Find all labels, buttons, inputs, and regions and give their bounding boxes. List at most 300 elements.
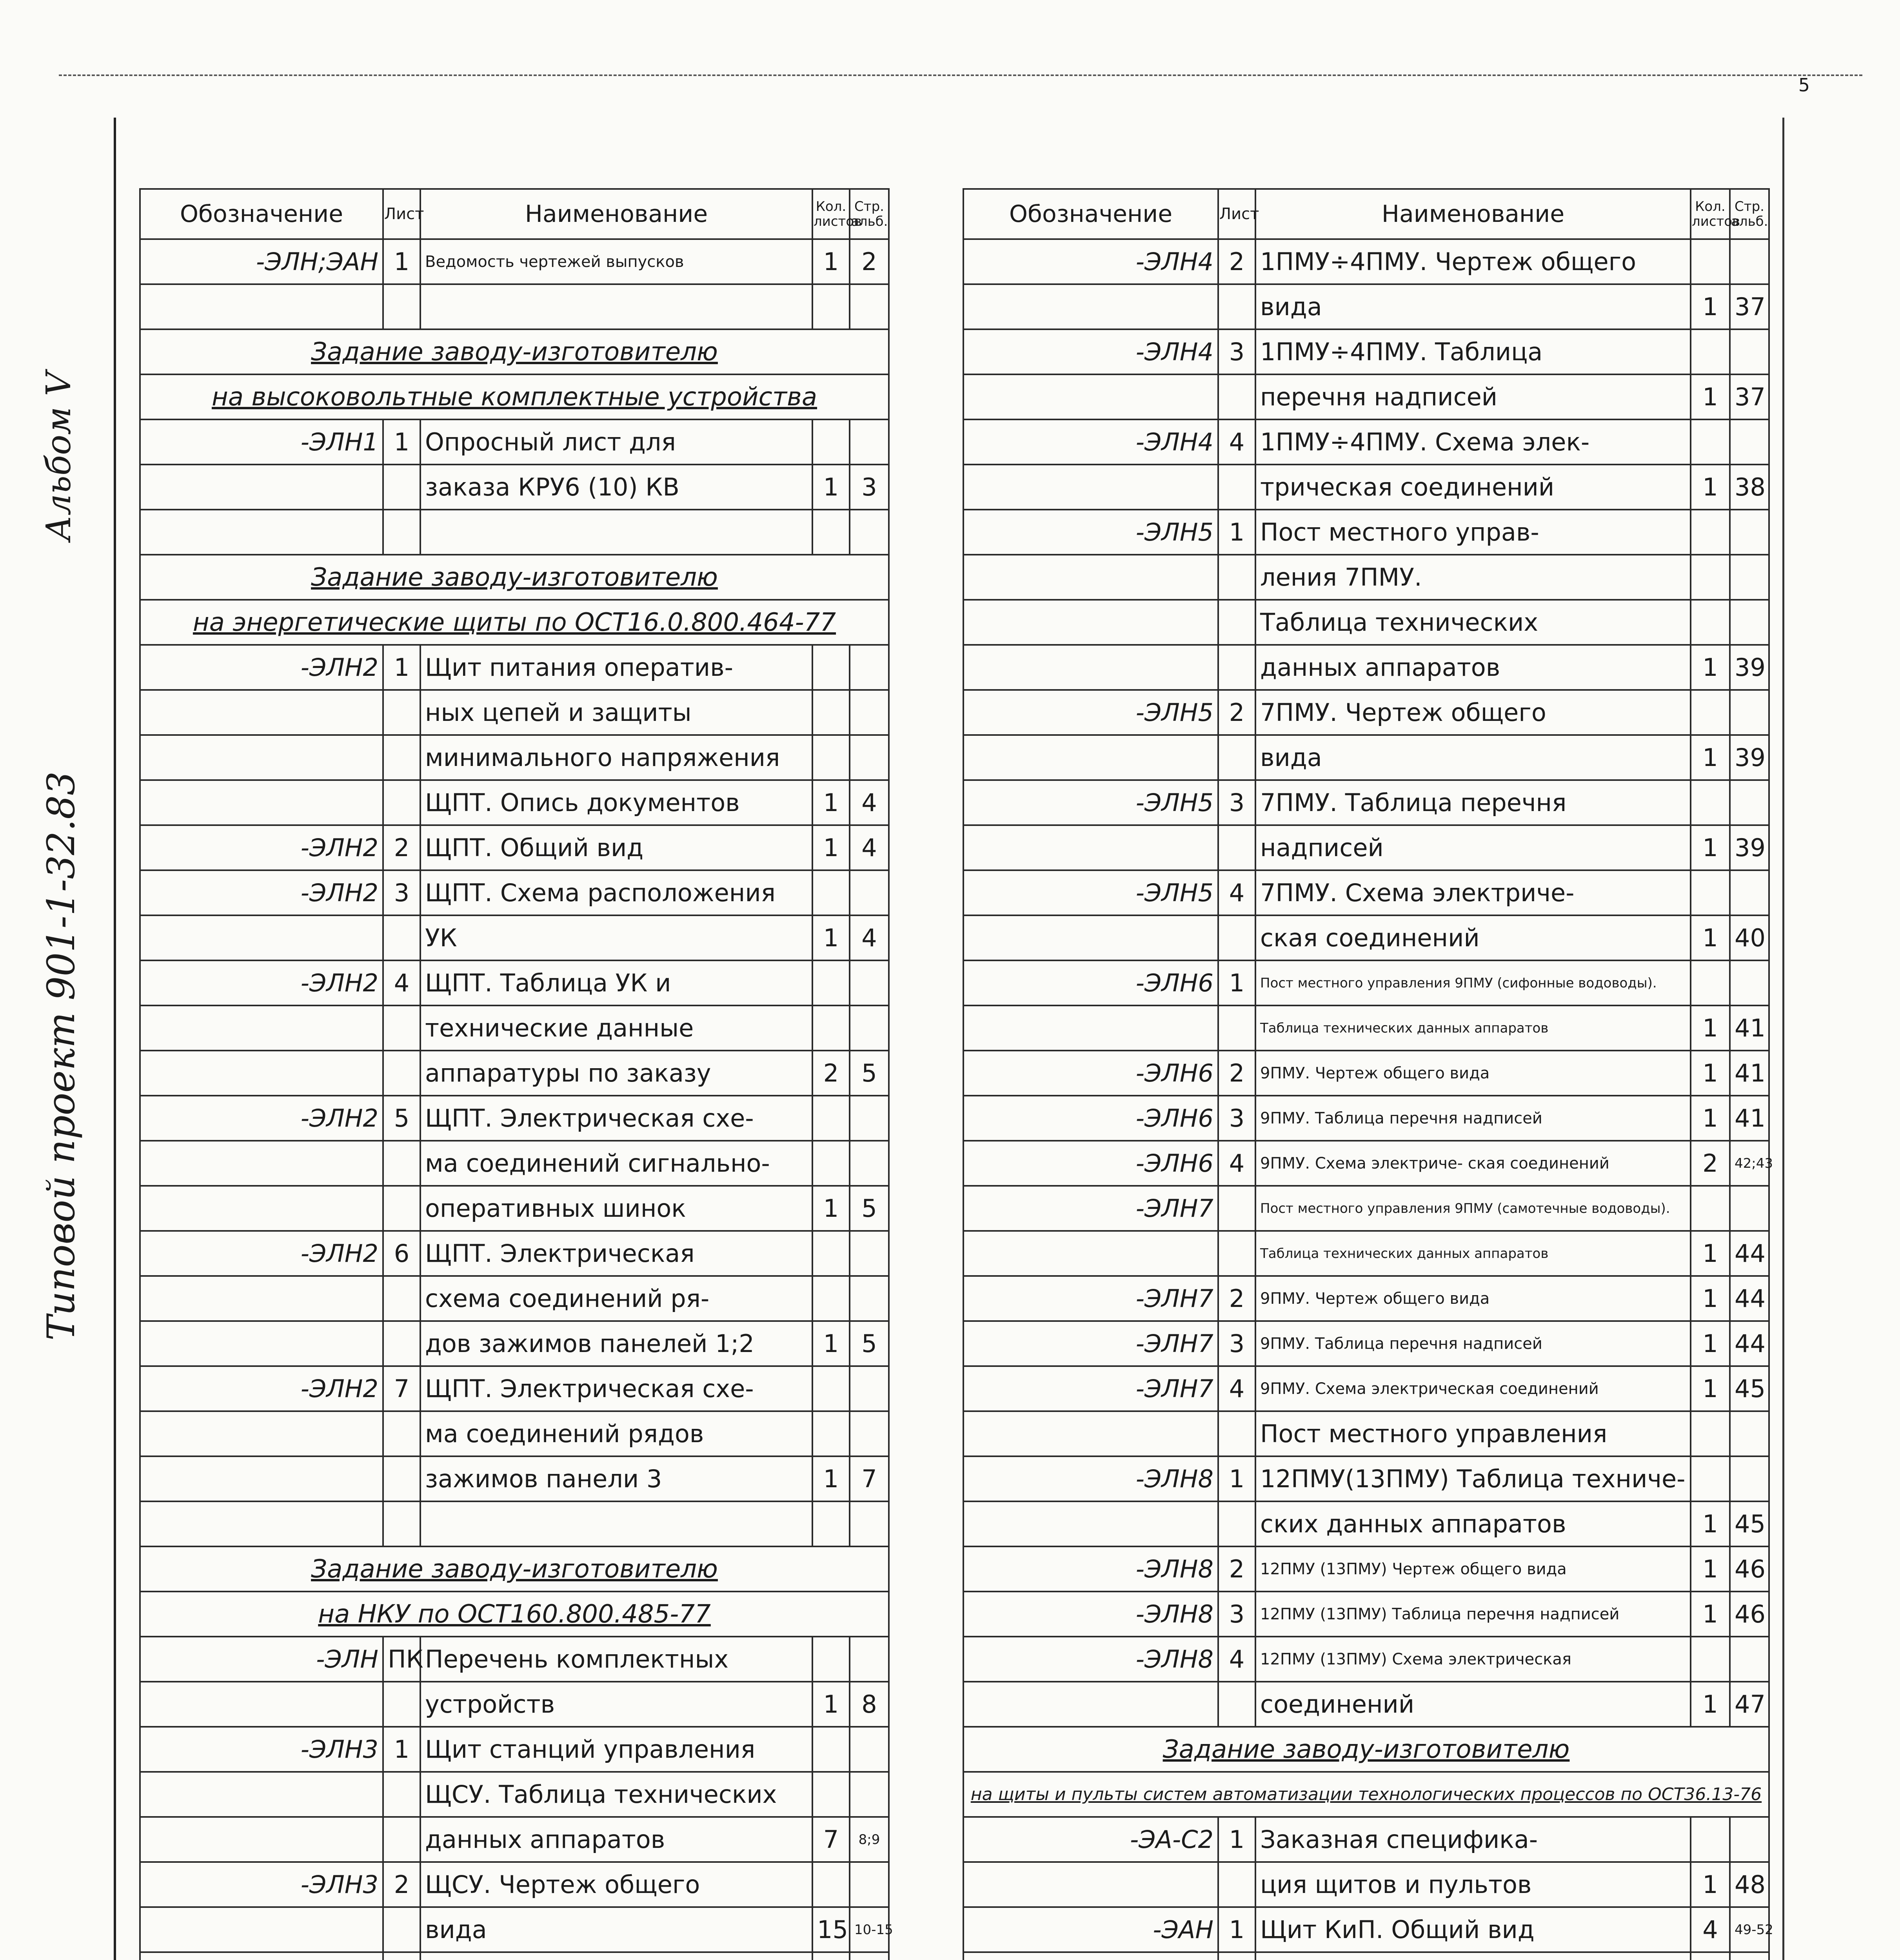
count-cell: 1 [812, 239, 850, 284]
left-table-body [140, 239, 893, 1960]
table-row [140, 1366, 889, 1411]
count-cell: 1 [1691, 1366, 1730, 1411]
table-row [963, 915, 1769, 960]
sheet-cell: 3 [1218, 1592, 1255, 1637]
page-cell [850, 1096, 889, 1141]
name-cell: ЩПТ. Электрическая [420, 1231, 812, 1276]
page-cell: 8 [850, 1682, 889, 1727]
sheet-cell: 1 [1218, 510, 1255, 555]
designation-cell: -ЭЛН1 [140, 419, 383, 465]
table-row [140, 960, 889, 1005]
designation-cell [140, 1186, 383, 1231]
name-cell: ма соединений сигнально- [420, 1141, 812, 1186]
name-cell: УК [420, 915, 812, 960]
page-cell: 37 [1730, 374, 1769, 419]
count-cell: 1 [812, 1186, 850, 1231]
name-cell: ЩПТ. Электрическая схе- [420, 1366, 812, 1411]
count-cell: 1 [1691, 1592, 1730, 1637]
page-cell: 4 [850, 915, 889, 960]
count-cell: 1 [1691, 465, 1730, 510]
sheet-cell: 4 [1218, 1366, 1255, 1411]
table-row [963, 284, 1769, 329]
count-cell [812, 1952, 850, 1960]
name-cell: ма соединений рядов [420, 1411, 812, 1456]
sheet-cell: 1 [1218, 1817, 1255, 1862]
table-row [963, 1321, 1769, 1366]
table-row [963, 1231, 1769, 1276]
page-cell: 4 [850, 825, 889, 870]
designation-header: Обозначение [963, 189, 1218, 239]
count-cell [812, 1727, 850, 1772]
count-cell: 1 [812, 780, 850, 825]
count-cell: 15 [812, 1907, 850, 1952]
section-header: на энергетические щиты по ОСТ16.0.800.464-77 [140, 600, 889, 645]
page-cell [850, 284, 889, 329]
designation-cell [963, 1682, 1218, 1727]
page-cell [1730, 1637, 1769, 1682]
count-cell [1691, 870, 1730, 915]
count-cell [812, 870, 850, 915]
table-row [140, 1321, 889, 1366]
sheet-cell: 3 [1218, 1096, 1255, 1141]
table-row [140, 239, 889, 284]
table-row [963, 1096, 1769, 1141]
page-cell [1730, 600, 1769, 645]
page-cell: 41 [1730, 1096, 1769, 1141]
page-cell [850, 1952, 889, 1960]
sheet-cell: 4 [383, 960, 420, 1005]
table-row [963, 600, 1769, 645]
sheet-cell: 2 [1218, 1051, 1255, 1096]
sheet-cell [383, 465, 420, 510]
designation-cell: -ЭЛН6 [963, 1141, 1218, 1186]
page-cell [850, 1501, 889, 1546]
count-cell: 1 [812, 1321, 850, 1366]
sheet-cell [383, 780, 420, 825]
table-row [963, 645, 1769, 690]
table-row [140, 284, 889, 329]
count-cell [812, 510, 850, 555]
table-row [140, 825, 889, 870]
page-mark: 5 [1798, 74, 1810, 96]
page-header: Стр. альб. [1730, 189, 1769, 239]
name-cell [420, 284, 812, 329]
table-row [140, 1546, 889, 1592]
table-row [140, 690, 889, 735]
sheet-cell [383, 1817, 420, 1862]
designation-cell: -ЭЛН2 [140, 1366, 383, 1411]
designation-cell [140, 780, 383, 825]
count-cell: 1 [1691, 1501, 1730, 1546]
count-cell: 1 [1691, 1682, 1730, 1727]
section-header: на щиты и пульты систем автоматизации технологических процессов по ОСТ36.13-76 [963, 1772, 1769, 1817]
table-row [963, 419, 1769, 465]
table-row [963, 1141, 1769, 1186]
sheet-header: Лист [1218, 189, 1255, 239]
page-cell [850, 690, 889, 735]
sheet-cell: 4 [1218, 1637, 1255, 1682]
page-cell [850, 960, 889, 1005]
sheet-cell: 2 [383, 1862, 420, 1907]
name-cell: соединений [1255, 1682, 1691, 1727]
page-cell [1730, 1817, 1769, 1862]
designation-cell [140, 1051, 383, 1096]
count-cell [1691, 1637, 1730, 1682]
sheet-cell [383, 1005, 420, 1051]
count-cell [1691, 239, 1730, 284]
sheet-cell [383, 915, 420, 960]
designation-cell: -ЭЛН5 [963, 510, 1218, 555]
sheet-cell [1218, 284, 1255, 329]
table-row [140, 1141, 889, 1186]
page-cell [850, 1411, 889, 1456]
count-cell: 1 [1691, 1096, 1730, 1141]
page-cell [1730, 555, 1769, 600]
sheet-cell [1218, 465, 1255, 510]
sheet-cell: 2 [1218, 1276, 1255, 1321]
page-cell: 10-15 [850, 1907, 889, 1952]
sheet-cell [383, 510, 420, 555]
name-cell: вида [1255, 284, 1691, 329]
table-row [963, 465, 1769, 510]
name-cell: ЩПТ. Опись документов [420, 780, 812, 825]
designation-cell: -ЭА-С2 [963, 1817, 1218, 1862]
name-cell: ЩСУ. Таблица технических [420, 1772, 812, 1817]
page-cell [850, 1141, 889, 1186]
name-cell: Пост местного управления [1255, 1411, 1691, 1456]
page-cell [1730, 239, 1769, 284]
page-cell [1730, 870, 1769, 915]
name-cell: 7ПМУ. Таблица перечня [1255, 780, 1691, 825]
count-cell [812, 1411, 850, 1456]
name-cell: 9ПМУ. Таблица перечня надписей [1255, 1096, 1691, 1141]
table-row [963, 870, 1769, 915]
designation-cell: -ЭЛН7 [963, 1366, 1218, 1411]
designation-cell: -ЭЛН3 [140, 1727, 383, 1772]
sheet-cell [383, 690, 420, 735]
section-header: Задание заводу-изготовителю [140, 329, 889, 374]
sheet-cell [383, 735, 420, 780]
count-cell [812, 1096, 850, 1141]
designation-cell [140, 735, 383, 780]
sheet-cell: ПК [383, 1637, 420, 1682]
table-row [140, 1186, 889, 1231]
name-cell: Опросный лист для [420, 419, 812, 465]
table-row [140, 870, 889, 915]
page-cell [850, 1727, 889, 1772]
table-row [963, 1501, 1769, 1546]
count-cell [812, 1005, 850, 1051]
count-cell: 1 [1691, 1231, 1730, 1276]
page-cell: 2 [850, 239, 889, 284]
table-row [963, 555, 1769, 600]
page-cell: 47 [1730, 1682, 1769, 1727]
designation-cell [140, 1321, 383, 1366]
page-cell: 39 [1730, 735, 1769, 780]
sheet-cell: 3 [1218, 329, 1255, 374]
table-row [140, 1907, 889, 1952]
page-cell: 37 [1730, 284, 1769, 329]
name-cell: трическая соединений [1255, 465, 1691, 510]
sheet-cell [383, 1456, 420, 1501]
sheet-cell: 6 [383, 1231, 420, 1276]
name-cell: Щит КиП. Общий вид [1255, 1907, 1691, 1952]
page-cell [1730, 1411, 1769, 1456]
top-dashed-border [59, 74, 1862, 76]
designation-cell [963, 1952, 1218, 1960]
right-table-body [963, 239, 1773, 1960]
page-cell [1730, 960, 1769, 1005]
page-cell: 49-52 [1730, 1907, 1769, 1952]
designation-cell [963, 1231, 1218, 1276]
name-cell: 12ПМУ(13ПМУ) Таблица техниче- [1255, 1456, 1691, 1501]
count-cell [812, 1141, 850, 1186]
table-row [963, 1005, 1769, 1051]
designation-cell [140, 510, 383, 555]
page-cell: 46 [1730, 1546, 1769, 1592]
sheet-cell: 4 [1218, 419, 1255, 465]
sheet-cell [1218, 374, 1255, 419]
name-cell: ления 7ПМУ. [1255, 555, 1691, 600]
right-drawings-table [963, 188, 1773, 1960]
name-cell: 1ПМУ÷4ПМУ. Чертеж общего [1255, 239, 1691, 284]
table-row [140, 1817, 889, 1862]
count-cell [812, 1772, 850, 1817]
name-cell: 12ПМУ (13ПМУ) Чертеж общего вида [1255, 1546, 1691, 1592]
count-header: Кол. листов [1691, 189, 1730, 239]
sheet-cell [383, 1682, 420, 1727]
section-header: Задание заводу-изготовителю [963, 1727, 1769, 1772]
sheet-cell [1218, 1682, 1255, 1727]
designation-cell [963, 1501, 1218, 1546]
designation-cell [140, 284, 383, 329]
table-row [140, 1592, 889, 1637]
designation-cell: -ЭЛН8 [963, 1546, 1218, 1592]
count-cell [812, 960, 850, 1005]
count-cell: 4 [1691, 1907, 1730, 1952]
name-cell: Ведомость чертежей выпусков [420, 239, 812, 284]
designation-cell [963, 600, 1218, 645]
count-cell: 1 [812, 465, 850, 510]
name-cell: Пост местного управления 9ПМУ (самотечные водоводы). [1255, 1186, 1691, 1231]
name-cell: ЩПТ. Электрическая схе- [420, 1096, 812, 1141]
table-row [963, 329, 1769, 374]
name-cell: Таблица технических данных аппаратов [1255, 1005, 1691, 1051]
page-cell [850, 419, 889, 465]
table-row [963, 1411, 1769, 1456]
album-label: Альбом V [39, 372, 78, 541]
sheet-cell [1218, 1411, 1255, 1456]
count-cell [812, 645, 850, 690]
table-row [963, 1546, 1769, 1592]
page-cell: 45 [1730, 1501, 1769, 1546]
table-row [963, 1727, 1769, 1772]
page-cell: 46 [1730, 1592, 1769, 1637]
name-cell [1255, 1952, 1691, 1960]
sheet-cell [1218, 915, 1255, 960]
page-cell: 45 [1730, 1366, 1769, 1411]
designation-cell [963, 374, 1218, 419]
count-cell [1691, 1952, 1730, 1960]
designation-cell [140, 1005, 383, 1051]
page-cell [850, 1276, 889, 1321]
page-cell [1730, 510, 1769, 555]
table-row [140, 1862, 889, 1907]
name-cell: оперативных шинок [420, 1186, 812, 1231]
designation-cell: -ЭЛН6 [963, 1051, 1218, 1096]
name-cell: ЩПТ. Общий вид [420, 825, 812, 870]
name-cell: устройств [420, 1682, 812, 1727]
table-row [140, 1952, 889, 1960]
page-header: Стр. альб. [850, 189, 889, 239]
sheet-cell [383, 1411, 420, 1456]
page-cell: 5 [850, 1051, 889, 1096]
sheet-cell [1218, 645, 1255, 690]
count-cell: 7 [812, 1817, 850, 1862]
count-cell [1691, 1817, 1730, 1862]
name-cell: 1ПМУ÷4ПМУ. Схема элек- [1255, 419, 1691, 465]
left-drawings-table [139, 188, 893, 1960]
designation-cell: -ЭЛН2 [140, 825, 383, 870]
count-cell [1691, 1456, 1730, 1501]
sheet-cell [383, 1501, 420, 1546]
designation-cell [140, 1772, 383, 1817]
name-cell: ЩПТ. Таблица УК и [420, 960, 812, 1005]
table-row [140, 1501, 889, 1546]
designation-cell [140, 1682, 383, 1727]
count-cell [1691, 600, 1730, 645]
page-cell: 44 [1730, 1321, 1769, 1366]
count-cell [812, 735, 850, 780]
page-cell [850, 1231, 889, 1276]
count-cell: 2 [812, 1051, 850, 1096]
table-row [140, 510, 889, 555]
designation-cell: -ЭЛН;ЭАН [140, 239, 383, 284]
name-cell: вида [1255, 735, 1691, 780]
designation-cell: -ЭЛН4 [963, 419, 1218, 465]
table-row [140, 329, 889, 374]
name-cell: Щит станций управления [420, 1727, 812, 1772]
count-cell: 1 [1691, 735, 1730, 780]
name-cell: Пост местного управ- [1255, 510, 1691, 555]
table-row [140, 1231, 889, 1276]
count-cell: 1 [812, 1456, 850, 1501]
count-cell: 1 [1691, 1321, 1730, 1366]
table-row [963, 374, 1769, 419]
count-cell [812, 284, 850, 329]
name-cell: Перечень комплектных [420, 1637, 812, 1682]
page-cell: 42;43 [1730, 1141, 1769, 1186]
section-header: Задание заводу-изготовителю [140, 1546, 889, 1592]
table-row [140, 1276, 889, 1321]
table-row [963, 1772, 1769, 1817]
count-cell: 1 [1691, 1862, 1730, 1907]
sheet-cell [1218, 1231, 1255, 1276]
page-cell: 5 [850, 1321, 889, 1366]
designation-cell [140, 1952, 383, 1960]
page-cell [1730, 1952, 1769, 1960]
sheet-cell: 1 [1218, 1907, 1255, 1952]
name-cell: 9ПМУ. Чертеж общего вида [1255, 1276, 1691, 1321]
sheet-cell [383, 1276, 420, 1321]
count-cell [812, 1501, 850, 1546]
sheet-cell [383, 1772, 420, 1817]
name-cell: Щит питания оператив- [420, 645, 812, 690]
table-row [963, 1051, 1769, 1096]
right-table-header [963, 189, 1769, 239]
designation-cell: -ЭЛН7 [963, 1276, 1218, 1321]
sheet-cell: 2 [383, 825, 420, 870]
sheet-cell [1218, 1005, 1255, 1051]
table-row [140, 1637, 889, 1682]
name-cell: ских данных аппаратов [1255, 1501, 1691, 1546]
table-row [140, 555, 889, 600]
designation-cell [963, 284, 1218, 329]
page-cell: 38 [1730, 465, 1769, 510]
count-cell: 1 [1691, 915, 1730, 960]
table-row [963, 1817, 1769, 1862]
table-row [963, 239, 1769, 284]
sheet-cell: 1 [383, 645, 420, 690]
designation-cell [140, 1456, 383, 1501]
count-cell: 2 [1691, 1141, 1730, 1186]
table-row [140, 1096, 889, 1141]
page-cell [850, 870, 889, 915]
count-cell: 1 [1691, 284, 1730, 329]
table-row [963, 1682, 1769, 1727]
page-cell: 3 [850, 465, 889, 510]
name-cell: аппаратуры по заказу [420, 1051, 812, 1096]
designation-cell: -ЭЛН7 [963, 1321, 1218, 1366]
table-row [963, 1456, 1769, 1501]
designation-cell [140, 1907, 383, 1952]
name-cell: ция щитов и пультов [1255, 1862, 1691, 1907]
page-cell: 48 [1730, 1862, 1769, 1907]
sheet-cell [1218, 1862, 1255, 1907]
designation-cell [963, 1411, 1218, 1456]
sheet-cell: 1 [1218, 960, 1255, 1005]
name-cell: зажимов панели 3 [420, 1456, 812, 1501]
count-cell [1691, 960, 1730, 1005]
name-cell: 9ПМУ. Схема электрическая соединений [1255, 1366, 1691, 1411]
page-cell [1730, 419, 1769, 465]
count-cell [1691, 510, 1730, 555]
count-cell [1691, 1411, 1730, 1456]
name-cell: данных аппаратов [1255, 645, 1691, 690]
table-row [140, 419, 889, 465]
name-cell [420, 1501, 812, 1546]
table-row [963, 1637, 1769, 1682]
page-cell [1730, 1456, 1769, 1501]
page-cell [1730, 690, 1769, 735]
sheet-cell [383, 1051, 420, 1096]
name-cell: 12ПМУ (13ПМУ) Таблица перечня надписей [1255, 1592, 1691, 1637]
name-cell: заказа КРУ6 (10) КВ [420, 465, 812, 510]
name-cell: Таблица технических данных аппаратов [1255, 1231, 1691, 1276]
page-cell: 44 [1730, 1231, 1769, 1276]
designation-cell [963, 1005, 1218, 1051]
page-cell: 39 [1730, 825, 1769, 870]
count-cell [812, 1231, 850, 1276]
sheet-cell [383, 1321, 420, 1366]
count-cell [1691, 690, 1730, 735]
sheet-cell: 3 [383, 870, 420, 915]
table-row [963, 1952, 1769, 1960]
name-cell: ЩСУ. Чертеж общего [420, 1862, 812, 1907]
name-header: Наименование [420, 189, 812, 239]
name-header: Наименование [1255, 189, 1691, 239]
count-cell: 1 [1691, 1051, 1730, 1096]
